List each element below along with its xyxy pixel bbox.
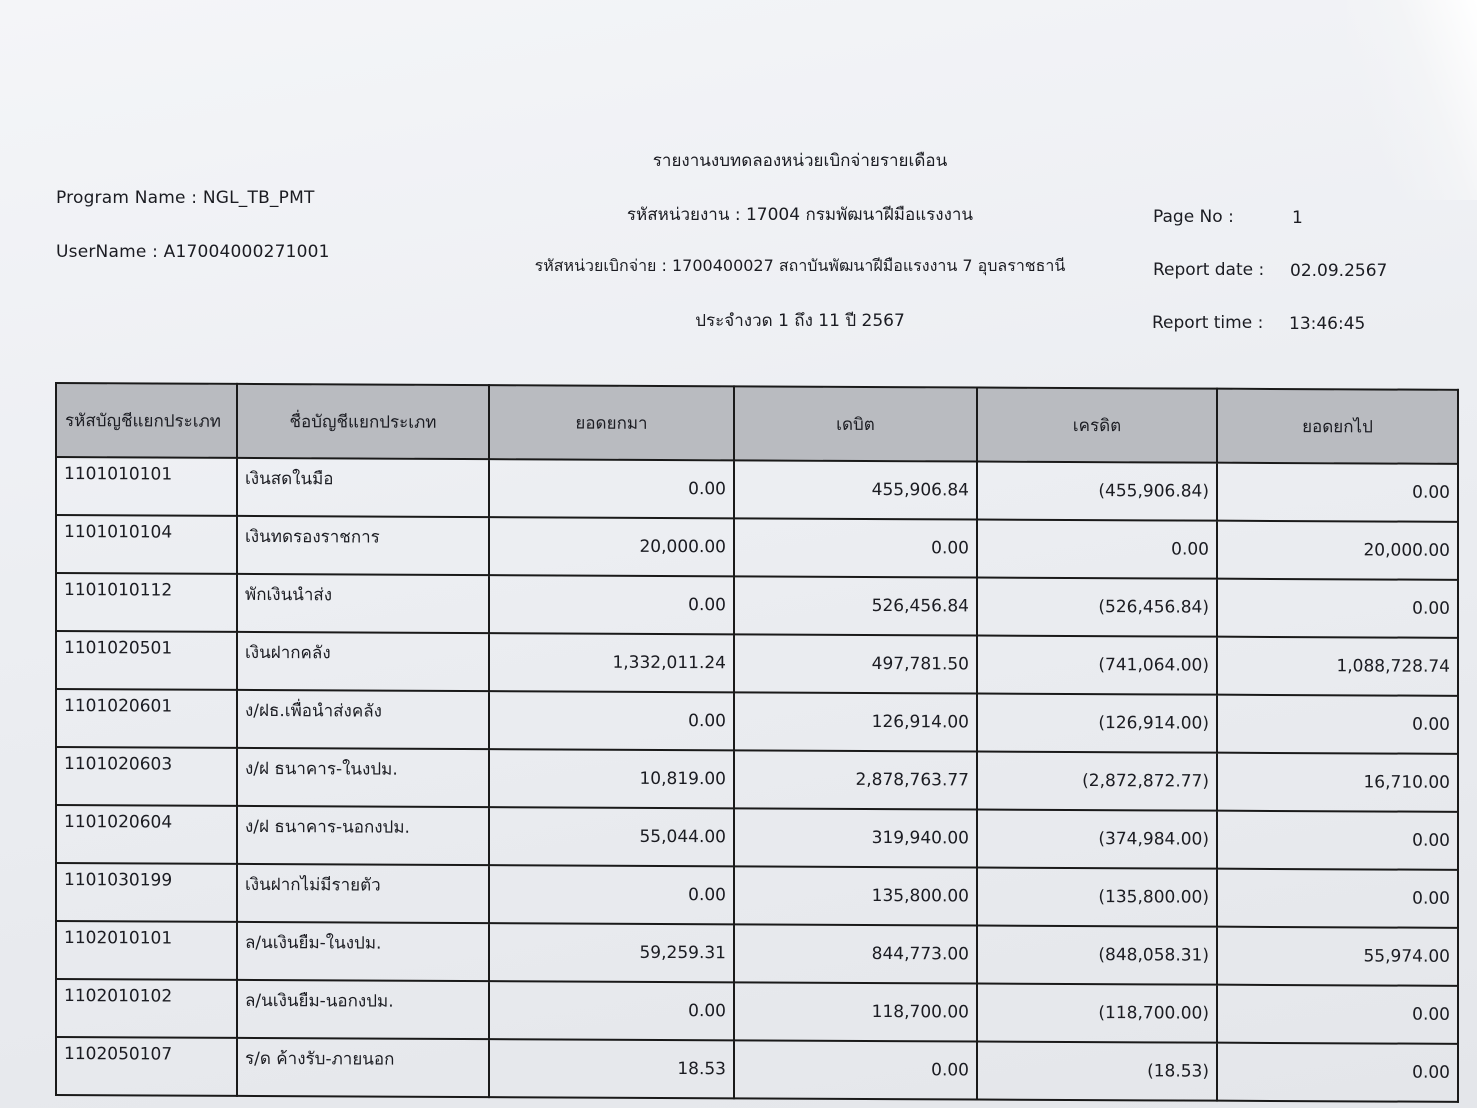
account-name: ล/นเงินยืม-นอกงปม. (237, 980, 489, 1039)
table-row (56, 747, 1458, 812)
table-row (56, 631, 1458, 696)
closing-balance: 0.00 (1217, 811, 1458, 870)
debit: 135,800.00 (734, 866, 977, 925)
account-code: 1102050107 (56, 1037, 237, 1096)
closing-balance: 16,710.00 (1217, 753, 1458, 812)
table-row (56, 805, 1458, 870)
account-code: 1101020603 (56, 747, 237, 806)
report-time-value: 13:46:45 (1289, 314, 1366, 334)
opening-balance: 55,044.00 (489, 807, 734, 866)
period-line: ประจำงวด 1 ถึง 11 ปี 2567 (695, 311, 905, 331)
account-name: ล/นเงินยืม-ในงปม. (237, 922, 489, 981)
debit: 844,773.00 (734, 924, 977, 983)
opening-balance: 59,259.31 (489, 923, 734, 982)
closing-balance: 0.00 (1217, 579, 1458, 638)
credit: (18.53) (977, 1042, 1217, 1101)
account-code: 1101030199 (56, 863, 237, 922)
opening-balance: 20,000.00 (489, 517, 734, 576)
debit: 2,878,763.77 (734, 750, 977, 809)
closing-balance: 0.00 (1217, 985, 1458, 1044)
closing-balance: 0.00 (1217, 1043, 1458, 1102)
account-name: เงินทดรองราชการ (237, 516, 489, 575)
header-closing-balance: ยอดยกไป (1217, 389, 1458, 464)
table-row (56, 573, 1458, 638)
closing-balance: 1,088,728.74 (1217, 637, 1458, 696)
program-name: Program Name : NGL_TB_PMT (56, 188, 315, 208)
opening-balance: 10,819.00 (489, 749, 734, 808)
report-time-label: Report time : (1152, 313, 1264, 333)
closing-balance: 0.00 (1217, 463, 1458, 522)
credit: (118,700.00) (977, 984, 1217, 1043)
debit: 319,940.00 (734, 808, 977, 867)
account-name: เงินสดในมือ (237, 458, 489, 517)
account-name: ร/ด ค้างรับ-ภายนอก (237, 1038, 489, 1097)
closing-balance: 55,974.00 (1217, 927, 1458, 986)
account-code: 1101020604 (56, 805, 237, 864)
account-name: เงินฝากคลัง (237, 632, 489, 691)
opening-balance: 0.00 (489, 575, 734, 634)
debit: 126,914.00 (734, 692, 977, 751)
closing-balance: 0.00 (1217, 869, 1458, 928)
table-row (56, 515, 1458, 580)
opening-balance: 0.00 (489, 981, 734, 1040)
trial-balance-table (55, 382, 1459, 1103)
opening-balance: 1,332,011.24 (489, 633, 734, 692)
debit: 118,700.00 (734, 982, 977, 1041)
debit: 455,906.84 (734, 460, 977, 519)
disbursement-unit-line: รหัสหน่วยเบิกจ่าย : 1700400027 สถาบันพัฒนาฝีมือแรงงาน 7 อุบลราชธานี (534, 256, 1066, 275)
user-name: UserName : A17004000271001 (56, 242, 330, 262)
debit: 0.00 (734, 1040, 977, 1099)
account-code: 1102010102 (56, 979, 237, 1038)
table-row (56, 689, 1458, 754)
debit: 497,781.50 (734, 634, 977, 693)
opening-balance: 0.00 (489, 691, 734, 750)
account-name: ง/ฝ ธนาคาร-ในงปม. (237, 748, 489, 807)
credit: (741,064.00) (977, 636, 1217, 695)
credit: (126,914.00) (977, 694, 1217, 753)
report-title: รายงานงบทดลองหน่วยเบิกจ่ายรายเดือน (652, 151, 948, 171)
trial-balance-table-wrap (55, 382, 1457, 1103)
account-name: ง/ฝ ธนาคาร-นอกงปม. (237, 806, 489, 865)
opening-balance: 0.00 (489, 459, 734, 518)
closing-balance: 20,000.00 (1217, 521, 1458, 580)
account-code: 1101010112 (56, 573, 237, 632)
table-row (56, 457, 1458, 522)
credit: (2,872,872.77) (977, 752, 1217, 811)
page-curl (1347, 0, 1477, 200)
credit: (374,984.00) (977, 810, 1217, 869)
header-opening-balance: ยอดยกมา (489, 385, 734, 460)
header-account-name: ชื่อบัญชีแยกประเภท (237, 384, 489, 459)
account-code: 1101010101 (56, 457, 237, 516)
report-date-value: 02.09.2567 (1290, 261, 1388, 281)
agency-line: รหัสหน่วยงาน : 17004 กรมพัฒนาฝีมือแรงงาน (626, 205, 974, 225)
account-code: 1102010101 (56, 921, 237, 980)
credit: (135,800.00) (977, 868, 1217, 927)
closing-balance: 0.00 (1217, 695, 1458, 754)
report-date-label: Report date : (1153, 260, 1265, 280)
account-code: 1101010104 (56, 515, 237, 574)
account-name: ง/ฝธ.เพื่อนำส่งคลัง (237, 690, 489, 749)
table-row (56, 1037, 1458, 1102)
account-name: พักเงินนำส่ง (237, 574, 489, 633)
page-no-value: 1 (1292, 208, 1303, 228)
credit: (848,058.31) (977, 926, 1217, 985)
table-row (56, 921, 1458, 986)
credit: (526,456.84) (977, 578, 1217, 637)
account-name: เงินฝากไม่มีรายตัว (237, 864, 489, 923)
page-no-label: Page No : (1153, 207, 1234, 227)
credit: (455,906.84) (977, 462, 1217, 521)
opening-balance: 18.53 (489, 1039, 734, 1098)
opening-balance: 0.00 (489, 865, 734, 924)
table-row (56, 863, 1458, 928)
account-code: 1101020501 (56, 631, 237, 690)
table-header-row (56, 383, 1458, 464)
credit: 0.00 (977, 520, 1217, 579)
table-row (56, 979, 1458, 1044)
account-code: 1101020601 (56, 689, 237, 748)
debit: 526,456.84 (734, 576, 977, 635)
header-account-code: รหัสบัญชีแยกประเภท (56, 383, 237, 458)
header-debit: เดบิต (734, 386, 977, 461)
header-credit: เครดิต (977, 388, 1217, 463)
debit: 0.00 (734, 518, 977, 577)
